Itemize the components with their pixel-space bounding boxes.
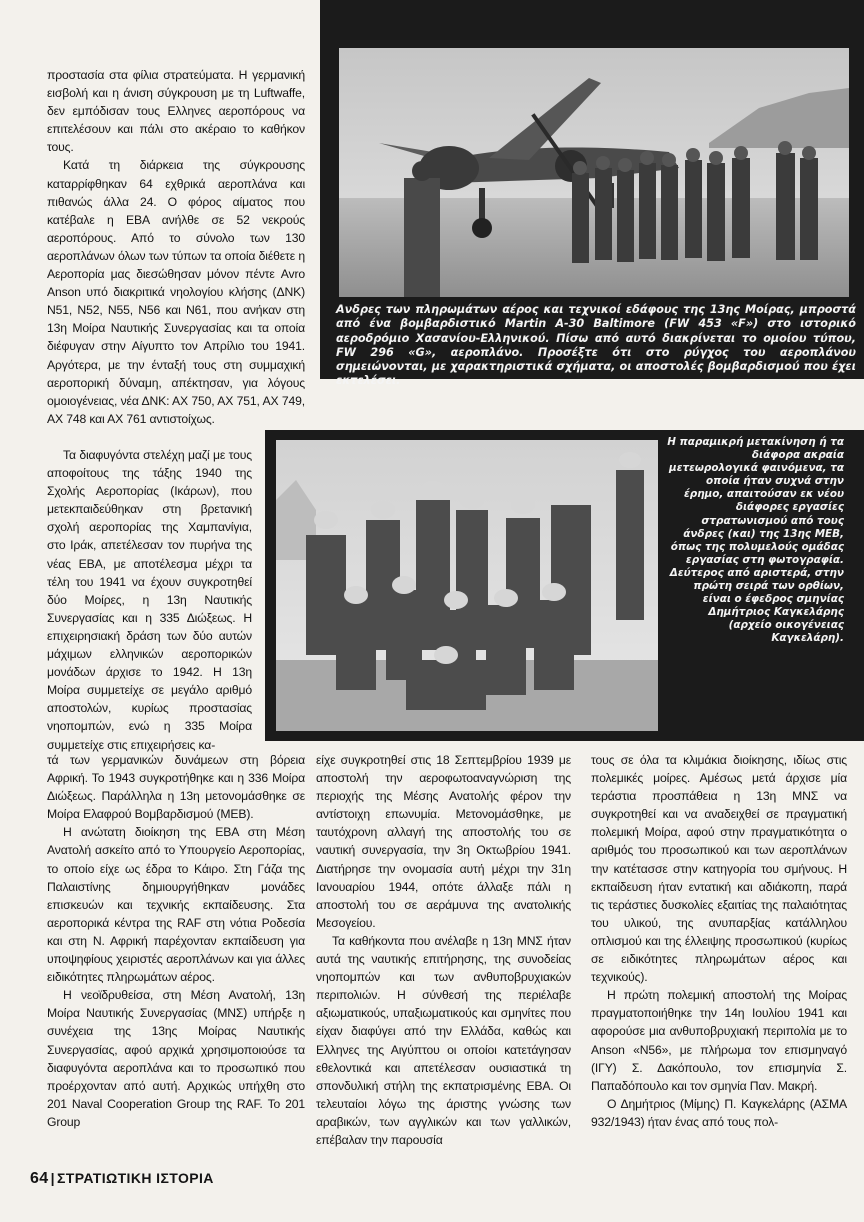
work-party-photo <box>276 440 658 731</box>
footer-divider: | <box>50 1170 55 1186</box>
paragraph: Κατά τη διάρκεια της σύγκρουσης καταρρίφθηκαν 64 εχθρικά αεροπλάνα και πιθανώς άλλα 24. Ο φόρος αίματος που κατέβαλε η ΕΒΑ ανήλθε σε 52 νεκρούς αεροπόρους. Από το σύνολο των 130 αεροπλάνων όλων των τύπων τα οποία διέθετε η Αεροπορία μας διεσώθησαν μόνον πέντε Avro Anson υπό διακριτικά νηολογίου κλήσης (ΔΝΚ) Ν51, Ν52, Ν55, Ν56 και Ν61, που ανήκαν στη 13η Μοίρα Ναυτικής Συνεργασίας και τα οποία διέφυγαν στην Αίγυπτο τον Απρίλιο του 1941. Αργότερα, με την ένταξή τους στη συμμαχική αεροπορική δύναμη, απέκτησαν, για λόγους ομοιογένειας, νέα ΔΝΚ: ΑΧ 750, ΑΧ 751, ΑΧ 749, ΑΧ 748 και ΑΧ 761 αντιστοίχως. <box>47 158 305 426</box>
paragraph: προστασία στα φίλια στρατεύματα. Η γερμανική εισβολή και η άνιση σύγκρουση με τη Luftwaffe, δεν εμπόδισαν τους Ελληνες αεροπόρους να επιτελέσουν και πάλι στο ακέραιο το καθήκον τους. <box>47 68 305 155</box>
top-photo-caption: Ανδρες των πληρωμάτων αέρος και τεχνικοί εδάφους της 13ης Μοίρας, μπροστά από ένα βομβαρδιστικό Martin A-30 Baltimore (FW 453 «F») στο ιστορικό αεροδρόμιο Χασανίου-Ελληνικού. Πίσω από αυτό διακρίνεται το ομοίου τύπου, FW 296 «G», αεροπλάνο. Προσέξτε ότι στο ρύγχος του αεροπλάνου σημειώνονται, με χαρακτηριστικά σχήματα, οι αποστολές βομβαρδισμού που έχει εκτελέσει. <box>336 303 856 388</box>
paragraph: Ο Δημήτριος (Μίμης) Π. Καγκελάρης (ΑΣΜΑ 932/1943) ήταν ένας από τους πολ- <box>591 1096 847 1129</box>
page-number: 64 <box>30 1170 49 1187</box>
paragraph: είχε συγκροτηθεί στις 18 Σεπτεμβρίου 1939 με αποστολή την αεροφωτοαναγνώριση της περιοχής της Μέσης Ανατολής φέρον την αντίστοιχη επωνυμία. Μετονομάσθηκε, με ταυτόχρονη αλλαγή της αποστολής του σε ναυτική συνεργασία, την 3η Οκτωβρίου 1941. Διατήρησε την ονομασία αυτή μέχρι την 31η Ιανουαρίου 1944, οπότε άλλαξε πάλι η αποστολή του σε αεράμυνα της ανατολικής Μεσογείου. <box>316 753 571 930</box>
paragraph: τους σε όλα τα κλιμάκια διοίκησης, ιδίως στις πολεμικές μοίρες. Αμέσως μετά άρχισε μία τεράστια προσπάθεια η 13η ΜΝΣ να συγκροτηθεί και να αναδειχθεί σε πραγματική πολεμική Μοίρα, αφού στην πραγματικότητα ο αριθμός του προσωπικού και των αεροπλάνων την κατέτασσε στην κατηγορία του σμήνους. Η εκπαίδευση ήταν εντατική και αδιάκοπη, παρά τις τεράστιες δυσκολίες εξαιτίας της παλαιότητας του υλικού, της ανυπαρξίας κατάλληλου οπλισμού και της έλλειψης προσωπικού (κυρίως σε ειδικότητες πληρωμάτων αέρος και τεχνικούς). <box>591 753 847 985</box>
bomber-crew-photo <box>339 48 849 297</box>
paragraph: Τα διαφυγόντα στελέχη μαζί με τους αποφοίτους της τάξης 1940 της Σχολής Αεροπορίας (Ικάρων), που μετεκπαιδεύθηκαν στη βρετανική σχολή αεροπορίας της Χαμπανίγια, στο Ιράκ, απετέλεσαν τον πυρήνα της νέας ΕΒΑ, με αποτέλεσμα μέχρι τα τέλη του 1941 να έχουν συγκροτηθεί δύο Μοίρες, η 13η Ναυτικής Συνεργασίας και η 335 Διώξεως. Η επιχειρησιακή δράση των δύο αυτών μάχιμων ελληνικών αεροπορικών μονάδων άρχισε το 1942. Η 13η Μοίρα συμμετείχε σε μεγάλο αριθμό αποστολών, κυρίως προστασίας νηοπομπών, ενώ η 335 Μοίρα συμμετείχε στις επιχειρήσεις κα- <box>47 448 252 752</box>
right-column <box>591 751 847 1131</box>
left-column-lower <box>47 751 305 1131</box>
bottom-photo-caption: Η παραμικρή μετακίνηση ή τα διάφορα ακραία μετεωρολογικά φαινόμενα, τα οποία ήταν συχνά στην έρημο, απαιτούσαν εκ νέου διάφορες εργασίες στρατωνισμού από τους άνδρες (και) της 13ης ΜΕΒ, όπως της πολυμελούς ομάδας εργασίας στη φωτογραφία. Δεύτερος από αριστερά, στην πρώτη σειρά των ορθίων, είναι ο έφεδρος σμηνίας Δημήτριος Καγκελάρης (αρχείο οικογένειας Καγκελάρη). <box>667 436 844 645</box>
paragraph: Η πρώτη πολεμική αποστολή της Μοίρας πραγματοποιήθηκε την 14η Ιουλίου 1941 και αφορούσε μια ανθυποβρυχιακή περιπολία με το Anson «Ν56», με πλήρωμα τον επισμηναγό (ΙΓΥ) Σ. Δακόπουλο, τον επισμηνία Σ. Παπαδόπουλο και τον σμηνία Παν. Μακρή. <box>591 988 847 1093</box>
paragraph: Τα καθήκοντα που ανέλαβε η 13η ΜΝΣ ήταν αυτά της ναυτικής επιτήρησης, της συνοδείας νηοπομπών και των ανθυποβρυχιακών περιπολιών. Η σύνθεσή της περιέλαβε αξιωματικούς, υπαξιωματικούς και σμηνίτες που είχαν διαφύγει από την Ελλάδα, καθώς και Ελληνες της Αιγύπτου οι οποίοι κατετάγησαν εθελοντικά και απετέλεσαν ουσιαστικά τη σπονδυλική στήλη της εκπατρισμένης ΕΒΑ. Οι τελευταίοι λόγω της άριστης γνώσης των αραβικών, των αγγλικών και των γαλλικών, επέβαλαν την παρουσία <box>316 933 571 1147</box>
left-column-upper <box>47 66 305 428</box>
left-column-middle <box>47 446 252 754</box>
paragraph: Η ανώτατη διοίκηση της ΕΒΑ στη Μέση Ανατολή ασκείτο από το Υπουργείο Αεροπορίας, το οποίο είχε ως έδρα το Κάιρο. Στη Γάζα της Παλαιστίνης δημιουργήθηκαν μονάδες επισκευών και τεχνικής εκπαίδευσης. Στα αεροπορικά κέντρα της RAF στη νότια Ροδεσία και στη Ν. Αφρική παρέχονταν εκπαίδευση για υποψηφίους χειριστές αεροπλάνων και για άλλες ειδικότητες πληρωμάτων αέρος. <box>47 825 305 985</box>
magazine-title: ΣΤΡΑΤΙΩΤΙΚΗ ΙΣΤΟΡΙΑ <box>56 1170 214 1186</box>
page-footer <box>30 1170 214 1188</box>
middle-column <box>316 751 571 1149</box>
paragraph: τά των γερμανικών δυνάμεων στη βόρεια Αφρική. Το 1943 συγκροτήθηκε και η 336 Μοίρα Διώξεως. Παράλληλα η 13η μετονομάσθηκε σε Μοίρα Ελαφρού Βομβαρδισμού (ΜΕΒ). <box>47 753 305 822</box>
paragraph: Η νεοϊδρυθείσα, στη Μέση Ανατολή, 13η Μοίρα Ναυτικής Συνεργασίας (ΜΝΣ) υπήρξε η συνέχεια της 13ης Μοίρας Ναυτικής Συνεργασίας, αφού αρχικά χρησιμοποιούσε τα διαφυγόντα αεροπλάνα και το προσωπικό που προέρχονταν από αυτή. Αρχικώς υπήχθη στο 201 Naval Cooperation Group της RAF. Το 201 Group <box>47 988 305 1129</box>
